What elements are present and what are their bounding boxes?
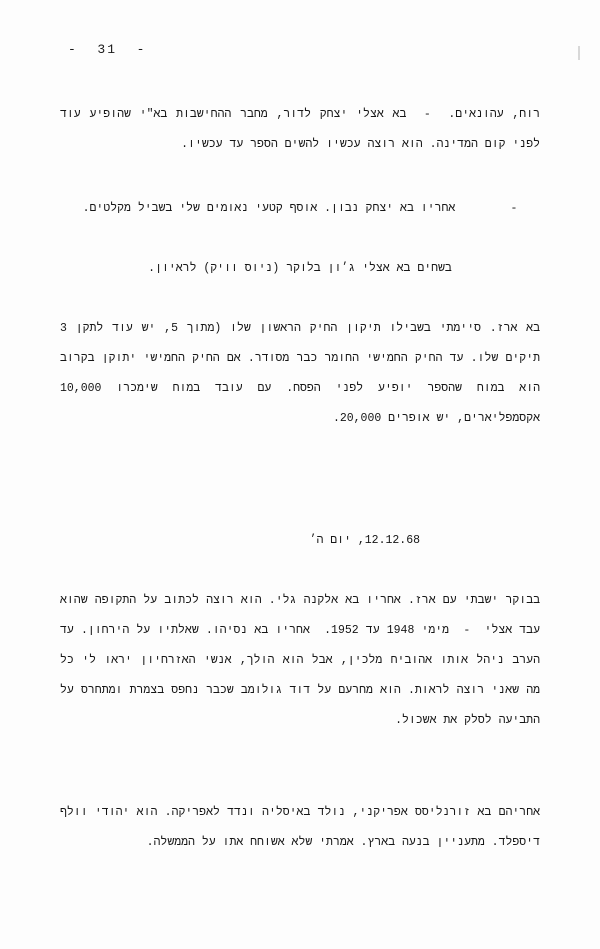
paragraph-navon: - אחריו בא יצחק נבון. אוסף קטעי נאומים שלי בשביל מקלטים. bbox=[82, 202, 518, 215]
paragraph-gap bbox=[60, 224, 540, 254]
section-gap bbox=[60, 434, 540, 526]
paragraph-intro: רוח, עהונאים. - בא אצלי יצחק לדור, מחבר ההחישבות בא"י שהופיע עוד לפני קום המדינה. הוא רוצה עכשיו להשים הספר עד עכשיו. bbox=[53, 108, 540, 151]
page-number: - 31 - bbox=[68, 42, 147, 57]
paragraph-gap bbox=[60, 556, 540, 586]
paragraph-morning-entry: בבוקר ישבתי עם ארז. אחריו בא אלקנה גלי. הוא רוצה לכתוב על התקופה שהוא עבד אצלי - מימי 1948 עד 1952. אחריו בא נסיהו. שאלתיו על הירחון. עד הערב ניהל אותו אהוביח מלכין, אבל הוא הולך, אנשי האזרחיון יראו לי כל מה שאני רוצה לראות. הוא מחרעם על דוד גולומב שכבר נחפס בצמרת ומתחרס על התביעה לסלק את אשכול. bbox=[53, 594, 540, 727]
entry-date: 12.12.68, יום ה׳ bbox=[309, 534, 420, 547]
paragraph-erez: בא ארז. סיימתי בשבילו תיקון החיק הראשון שלו (מתוך 5, יש עוד לתקן 3 תיקים שלו. עד החיק החמישי החומר כבר מסודר. אם החיק החמישי יתוקן בקרוב הוא במוח שהספר יופיע לפני הפסח. עם עובד במוח שימכרו 10,000 אקסמפליארים, יש אופרים 20,000. bbox=[53, 322, 540, 425]
document-body bbox=[53, 100, 540, 858]
paragraph-gap bbox=[60, 284, 540, 314]
paragraph-gap bbox=[60, 160, 540, 194]
paragraph-interview: בשחים בא אצלי ג׳ון בלוקר (ניוס וויק) לראיון. bbox=[148, 262, 452, 275]
scan-artifact-mark bbox=[578, 46, 580, 60]
paragraph-journalist: אחריהם בא זורנליסס אפריקני, נולד באיסליה ונדד לאפריקה. הוא יהודי וולף דיספלד. מתעניין בנעה בארץ. אמרתי שלא אשוחח אתו על הממשלה. bbox=[53, 806, 540, 849]
paragraph-gap bbox=[60, 736, 540, 798]
